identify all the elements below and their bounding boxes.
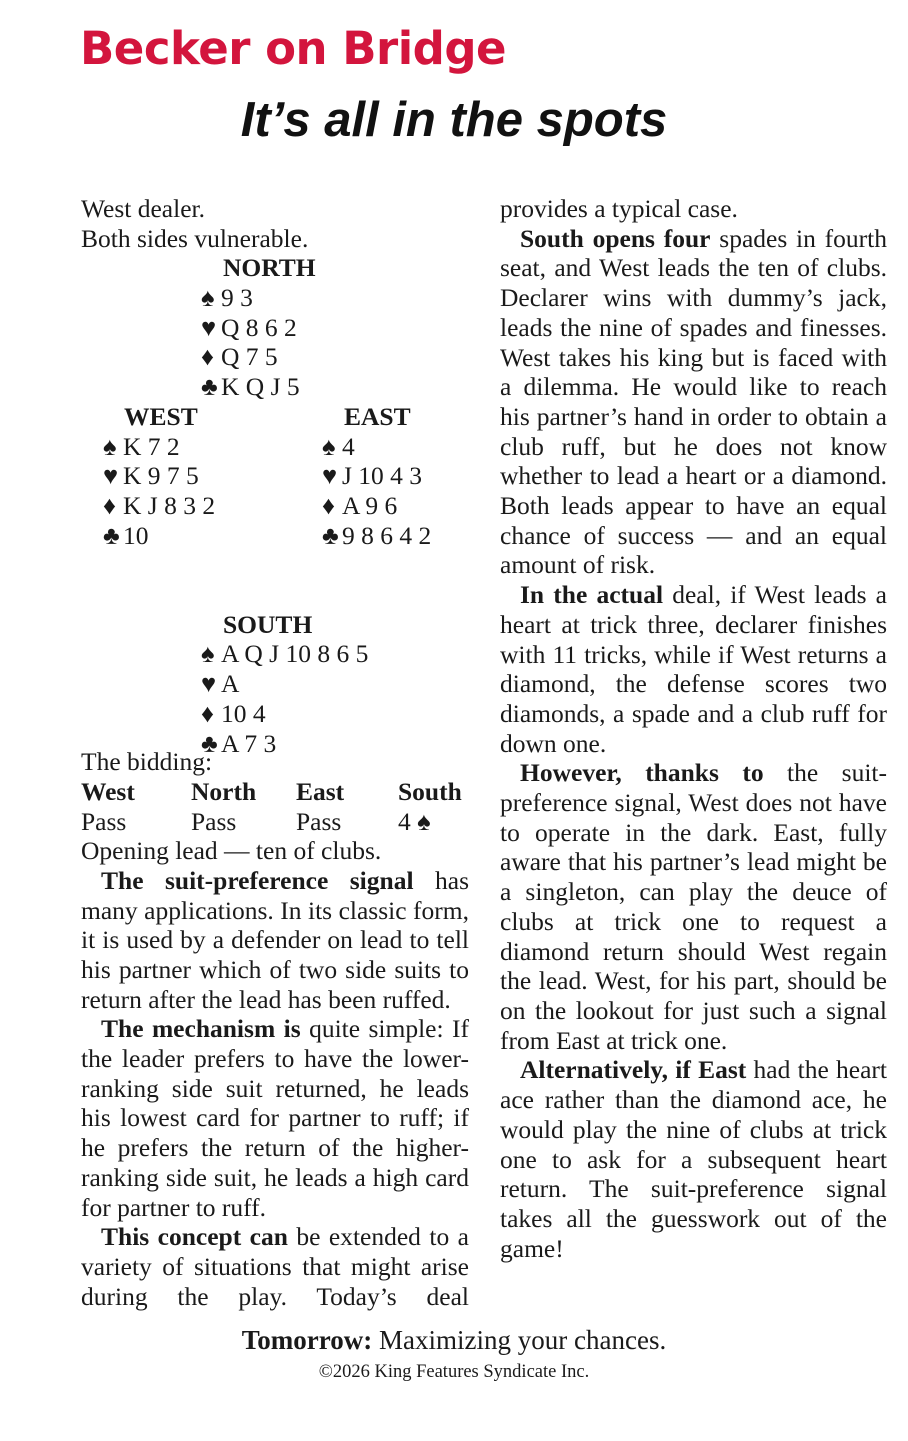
west-hand (103, 402, 215, 550)
bid-north: Pass (191, 806, 237, 836)
bidding-table (81, 777, 469, 836)
spade-icon: ♠ (201, 639, 215, 669)
copyright-notice: ©2026 King Features Syndicate Inc. (318, 1362, 590, 1382)
paragraph (500, 758, 887, 1055)
west-clubs: 10 (123, 520, 149, 550)
dealer-line: West dealer. (81, 194, 205, 223)
east-diamonds: A 9 6 (342, 490, 398, 520)
bid-east: Pass (296, 806, 342, 836)
club-icon: ♣ (103, 520, 120, 550)
diamond-icon: ♦ (322, 490, 336, 520)
north-clubs: K Q J 5 (221, 372, 300, 402)
paragraph-lead: The mechanism is (101, 1014, 301, 1044)
diamond-icon: ♦ (201, 698, 215, 728)
paragraph (500, 224, 887, 580)
south-spades: A Q J 10 8 6 5 (221, 639, 369, 669)
east-clubs: 9 8 6 4 2 (342, 520, 432, 550)
south-diamonds: 10 4 (221, 698, 266, 728)
paragraph (81, 1014, 469, 1222)
paragraph-text: the suit-preference signal, West does not have to operate in the dark. East, fully aware that his partner’s lead might be a singleton, can play the deuce of clubs at trick one to request a diamond return should West regain the lead. West, for his part, should be on the lookout for just such a signal from East at trick one. (500, 758, 887, 1055)
vulnerability-line: Both sides vulnerable. (81, 223, 309, 253)
west-hearts: K 9 7 5 (123, 461, 199, 491)
tomorrow-label: Tomorrow: (241, 1325, 373, 1355)
tomorrow-teaser (0, 1325, 908, 1356)
south-hearts: A (221, 669, 240, 699)
south-label: SOUTH (223, 609, 313, 639)
paragraph-lead: South opens four (520, 223, 711, 253)
paragraph-text: has many applications. In its classic form, it is used by a defender on lead to tell his partner which of two side suits to return after the lead has been ruffed. (81, 865, 469, 1014)
paragraph-text: had the heart ace rather than the diamond ace, he would play the nine of clubs at trick one to ask for a subsequent heart return. The suit-preference signal takes all the guesswork out of the game! (500, 1055, 887, 1263)
paragraph-lead: However, thanks to (520, 758, 764, 788)
west-spades: K 7 2 (123, 431, 180, 461)
paragraph-lead: This concept can (101, 1222, 288, 1252)
column-brand: Becker on Bridge (80, 22, 507, 75)
club-icon: ♣ (201, 372, 218, 402)
bidding-label: The bidding: (81, 747, 213, 777)
paragraph (81, 866, 469, 1015)
paragraph (500, 580, 887, 758)
paragraph-lead: Alternatively, if East (520, 1055, 747, 1085)
spade-icon: ♠ (322, 431, 336, 461)
paragraph-lead: The suit-preference signal (101, 865, 414, 895)
deal-diagram (81, 253, 469, 758)
east-hand (322, 402, 431, 550)
north-hearts: Q 8 6 2 (221, 312, 297, 342)
heart-icon: ♥ (201, 312, 217, 342)
column-headline: It’s all in the spots (240, 93, 668, 147)
bidding-header-north: North (191, 777, 257, 807)
paragraph (81, 1222, 469, 1311)
paragraph (500, 1055, 887, 1263)
north-label: NORTH (223, 253, 316, 283)
paragraph-continued: provides a typical case. (500, 194, 738, 223)
club-icon: ♣ (322, 520, 339, 550)
west-diamonds: K J 8 3 2 (123, 490, 216, 520)
diamond-icon: ♦ (103, 490, 117, 520)
paragraph-text: spades in fourth seat, and West leads the ten of clubs. Declarer wins with dummy’s jack, leads the nine of spades and finesses. West takes his king but is faced with a dilemma. He would like to reach his partner’s hand in order to obtain a club ruff, but he does not know whether to lead a heart or a diamond. Both leads appear to have an equal chance of success — and an equal amount of risk. (500, 223, 888, 580)
club-icon: ♣ (201, 728, 218, 758)
bidding-header-east: East (296, 777, 345, 807)
east-spades: 4 (342, 431, 355, 461)
heart-icon: ♥ (103, 461, 119, 491)
bid-west: Pass (81, 806, 127, 836)
north-diamonds: Q 7 5 (221, 342, 278, 372)
paragraph-lead: In the actual (520, 580, 664, 610)
diamond-icon: ♦ (201, 342, 215, 372)
bid-south: 4 ♠ (398, 806, 431, 836)
spade-icon: ♠ (201, 283, 215, 313)
south-clubs: A 7 3 (221, 728, 277, 758)
paragraph-text: quite simple: If the leader prefers to have the lower-ranking side suit returned, he leads his lowest card for partner to ruff; if he prefers the return of the higher-ranking side suit, he leads a high card for partner to ruff. (81, 1014, 469, 1222)
east-hearts: J 10 4 3 (342, 461, 423, 491)
bidding-header-south: South (398, 777, 462, 807)
north-hand (201, 253, 316, 401)
opening-lead: Opening lead — ten of clubs. (81, 836, 382, 866)
south-hand (201, 610, 368, 758)
tomorrow-text: Maximizing your chances. (372, 1325, 667, 1355)
right-column (500, 194, 887, 1263)
paragraph-text: be extended to a variety of situations that might arise during the play. Today’s deal (81, 1222, 469, 1311)
left-column (81, 194, 469, 1311)
heart-icon: ♥ (201, 669, 217, 699)
east-label: EAST (344, 401, 411, 431)
spade-icon: ♠ (103, 431, 117, 461)
paragraph-text: deal, if West leads a heart at trick three, declarer finishes with 11 tricks, while if West returns a diamond, the defense scores two diamonds, a spade and a club ruff for down one. (500, 580, 887, 758)
west-label: WEST (124, 401, 198, 431)
north-spades: 9 3 (221, 283, 253, 313)
heart-icon: ♥ (322, 461, 338, 491)
bidding-header-west: West (81, 777, 135, 807)
